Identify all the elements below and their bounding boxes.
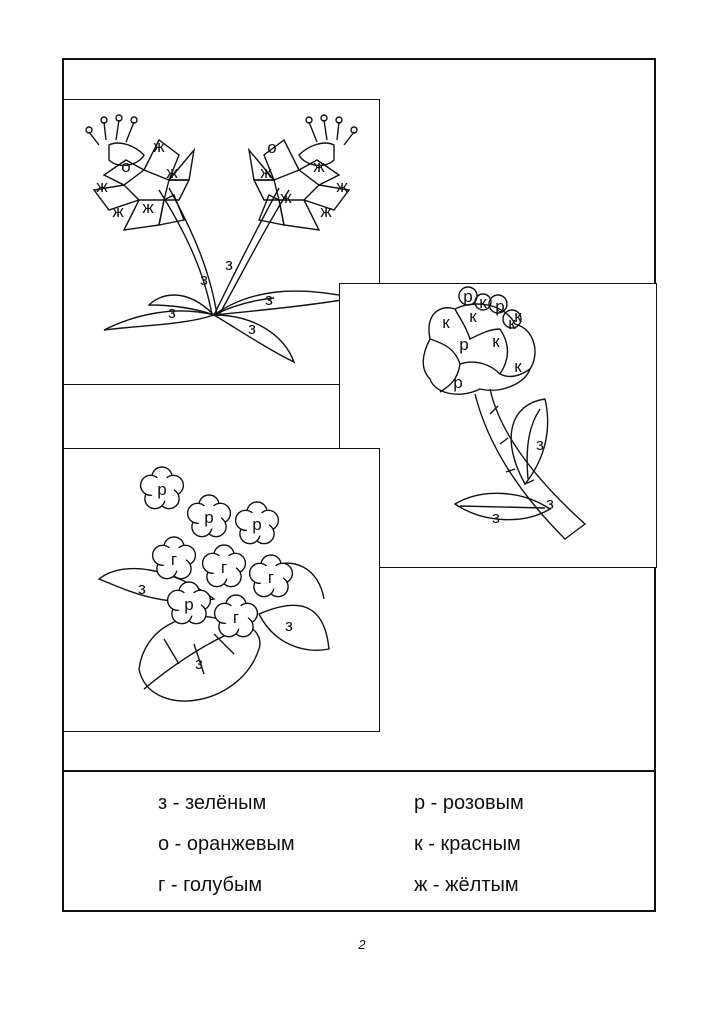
color-code-letter: р: [204, 508, 214, 527]
color-code-letter: з: [195, 654, 203, 673]
color-code-letter: з: [248, 319, 256, 338]
legend-light-blue: г - голубым: [158, 874, 263, 896]
violets-drawing: [64, 449, 381, 733]
coloring-panel-flowers: [63, 99, 380, 385]
color-code-letter: р: [252, 515, 262, 534]
color-code-letter: ж: [320, 202, 332, 221]
color-code-letter: з: [200, 270, 208, 289]
color-code-letter: к: [508, 314, 516, 333]
flowers-drawing: [64, 100, 381, 386]
color-code-letter: р: [184, 595, 194, 614]
color-code-letter: з: [285, 616, 293, 635]
color-code-letter: р: [459, 335, 469, 354]
color-code-letter: ж: [280, 188, 292, 207]
page-number: 2: [358, 937, 366, 952]
color-code-letter: з: [225, 255, 233, 274]
color-code-letter: о: [121, 157, 131, 176]
color-code-letter: г: [232, 608, 240, 627]
color-code-letter: ж: [260, 163, 272, 182]
color-code-letter: з: [265, 290, 273, 309]
color-code-letter: з: [138, 579, 146, 598]
color-code-letter: ж: [153, 137, 165, 156]
color-code-letter: р: [453, 373, 463, 392]
color-code-letter: з: [168, 303, 176, 322]
color-code-letter: г: [220, 558, 228, 577]
color-code-letter: ж: [142, 198, 154, 217]
color-code-letter: ж: [166, 163, 178, 182]
color-code-letter: к: [492, 332, 500, 351]
color-code-letter: з: [536, 435, 544, 454]
color-code-letter: к: [479, 293, 487, 312]
legend-orange: о - оранжевым: [158, 833, 295, 855]
legend-yellow: ж - жёлтым: [414, 874, 519, 896]
color-code-letter: р: [463, 287, 473, 306]
rose-drawing: [340, 284, 658, 569]
color-code-letter: к: [514, 357, 522, 376]
color-code-letter: з: [492, 508, 500, 527]
color-code-letter: з: [546, 494, 554, 513]
color-code-letter: р: [495, 297, 505, 316]
color-code-letter: к: [514, 307, 522, 326]
color-code-letter: ж: [112, 202, 124, 221]
color-code-letter: ж: [313, 157, 325, 176]
color-legend: [62, 772, 656, 912]
color-code-letter: к: [442, 313, 450, 332]
legend-pink: р - розовым: [414, 792, 524, 814]
color-code-letter: ж: [336, 177, 348, 196]
color-code-letter: р: [157, 480, 167, 499]
color-code-letter: г: [170, 550, 178, 569]
coloring-panel-rose: [339, 283, 657, 568]
legend-red: к - красным: [414, 833, 521, 855]
coloring-panel-violets: [63, 448, 380, 732]
rose-letters: [442, 287, 554, 527]
color-code-letter: г: [267, 568, 275, 587]
color-code-letter: к: [469, 307, 477, 326]
color-code-letter: ж: [96, 177, 108, 196]
legend-green: з - зелёным: [158, 792, 267, 814]
color-code-letter: о: [267, 138, 277, 157]
